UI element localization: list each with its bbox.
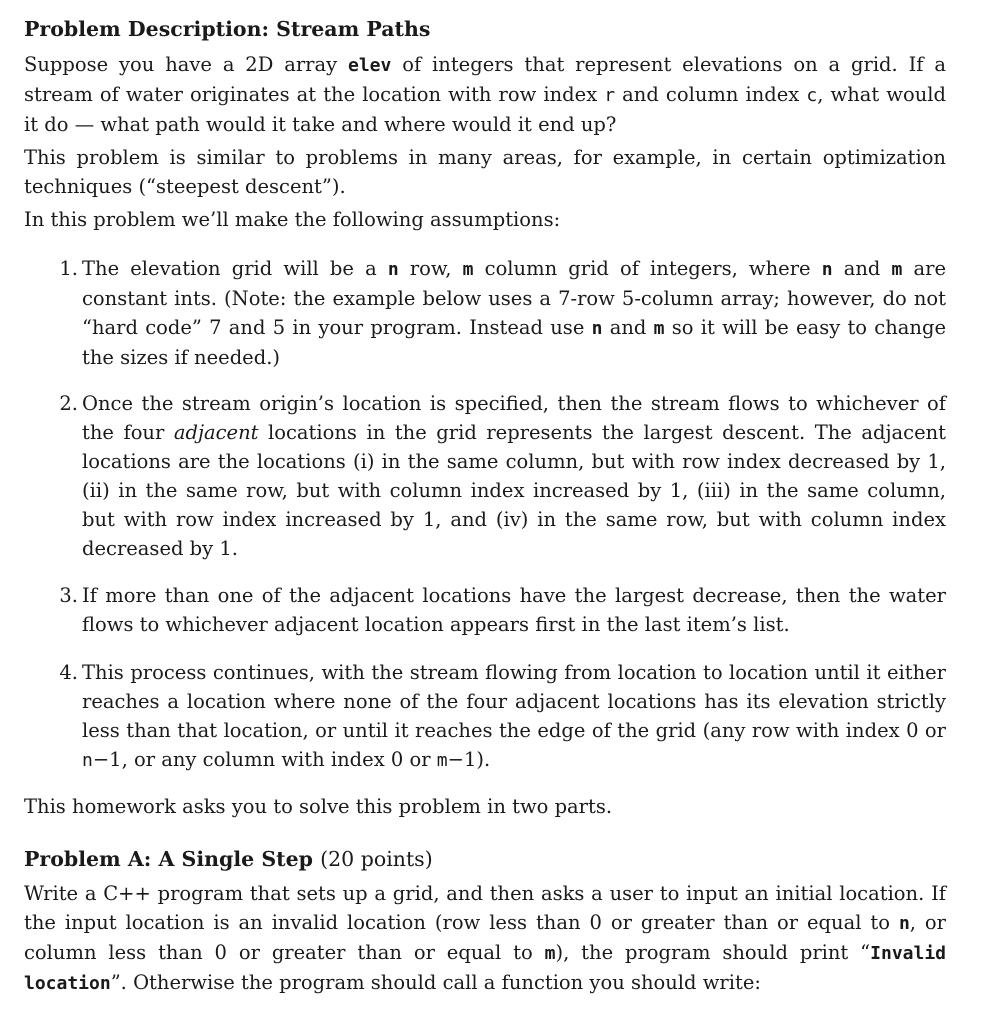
code-elev: elev	[348, 55, 392, 76]
intro-paragraph-2: This problem is similar to problems in many areas, for example, in certain optimization techniques (“steepest descent”).	[24, 146, 946, 198]
code-r: r	[604, 85, 616, 106]
two-parts-paragraph: This homework asks you to solve this problem in two parts.	[24, 795, 613, 818]
intro-paragraph-1: Suppose you have a 2D array elev of integers that represent elevations on a grid. If a stream of water originates at the location with row index r and column index c, what would it do — what path would it take and where would it end up?	[24, 53, 947, 136]
problem-a-points: (20 points)	[320, 847, 433, 871]
problem-a-paragraph: Write a C++ program that sets up a grid, and then asks a user to input an initial location. If the input location is an invalid location (row less than 0 or greater than or equal to n, or column less than 0 or greater than or equal to m), the program should print “Invalid location”. Otherwise the program should call a function you should write:	[24, 882, 946, 994]
list-item-text: Once the stream origin’s location is specified, then the stream flows to whichever of the four adjacent locations in the grid represents the largest descent. The adjacent locations are the locations (i) in the same column, but with row index decreased by 1, (ii) in the same row, but with column index increased by 1, (iii) in the same column, but with row index increased by 1, and (iv) in the same row, but with column index decreased by 1.	[82, 392, 947, 560]
list-item-text: This process continues, with the stream flowing from location to location until it either reaches a location where none of the four adjacent locations has its elevation strictly less than that location, or until it reaches the edge of the grid (any row with index 0 or n−1, or any column with index 0 or m−1).	[82, 661, 946, 771]
document-page: Problem Description: Stream Paths Suppose you have a 2D array elev of integers that represent elevations on a grid. If a stream of water originates at the location with row index r and column index c, what would it do — what path would it take and where would it end up? This problem is similar to problems in many areas, for example, in certain optimization techniques (“steepest descent”). In this problem we’ll make the following assumptions: 1. The elevation grid will be a n row, m column grid of integers, where n and m are constant ints. (Note: the example below uses a 7-row 5-column array; however, do not “hard code” 7 and 5 in your program. Instead use n and m so it will be easy to change the sizes if needed.) 2. Once the stream origin’s location is specified, then the stream flows to whichever of the four adjacent locations in the grid represents the largest descent. The adjacent locations are the locations (i) in the same column, but with row index decreased by 1, (ii) in the same row, but with column index increased by 1, (iii) in the same column, but with row index increased by 1, and (iv) in the same row, but with column index decreased by 1. 3. If more than one of the adjacent locations have the largest decrease, then the water flows to whichever adjacent location appears first in the last item’s list. 4. This process continues, with the stream flowing from location to location until it either reaches a location where none of the four adjacent locations has its elevation strictly less than that location, or until it reaches the edge of the grid (any row with index 0 or n−1, or any column with index 0 or m−1). This homework asks you to solve this problem in two parts. Problem A: A Single Step (20 points) Write a C++ program that sets up a grid, and then asks a user to input an initial location. If the input location is an invalid location (row less than 0 or greater than or equal to n, or column less than 0 or greater than or equal to m), the program should print “Invalid location”. Otherwise the program should call a function you should write:	[0, 0, 985, 1024]
code-c: c	[806, 85, 818, 106]
problem-a-heading: Problem A: A Single Step (20 points)	[24, 847, 433, 871]
intro-paragraph-3: In this problem we’ll make the following assumptions:	[24, 208, 561, 231]
invalid-location-message: Invalid location	[24, 943, 946, 994]
page-title: Problem Description: Stream Paths	[24, 17, 431, 41]
list-item-text: If more than one of the adjacent locations have the largest decrease, then the water flows to whichever adjacent location appears first in the last item’s list.	[82, 584, 946, 636]
list-item-text: The elevation grid will be a n row, m column grid of integers, where n and m are constant ints. (Note: the example below uses a 7-row 5-column array; however, do not “hard code” 7 and 5 in your program. Instead use n and m so it will be easy to change the sizes if needed.)	[82, 257, 946, 369]
